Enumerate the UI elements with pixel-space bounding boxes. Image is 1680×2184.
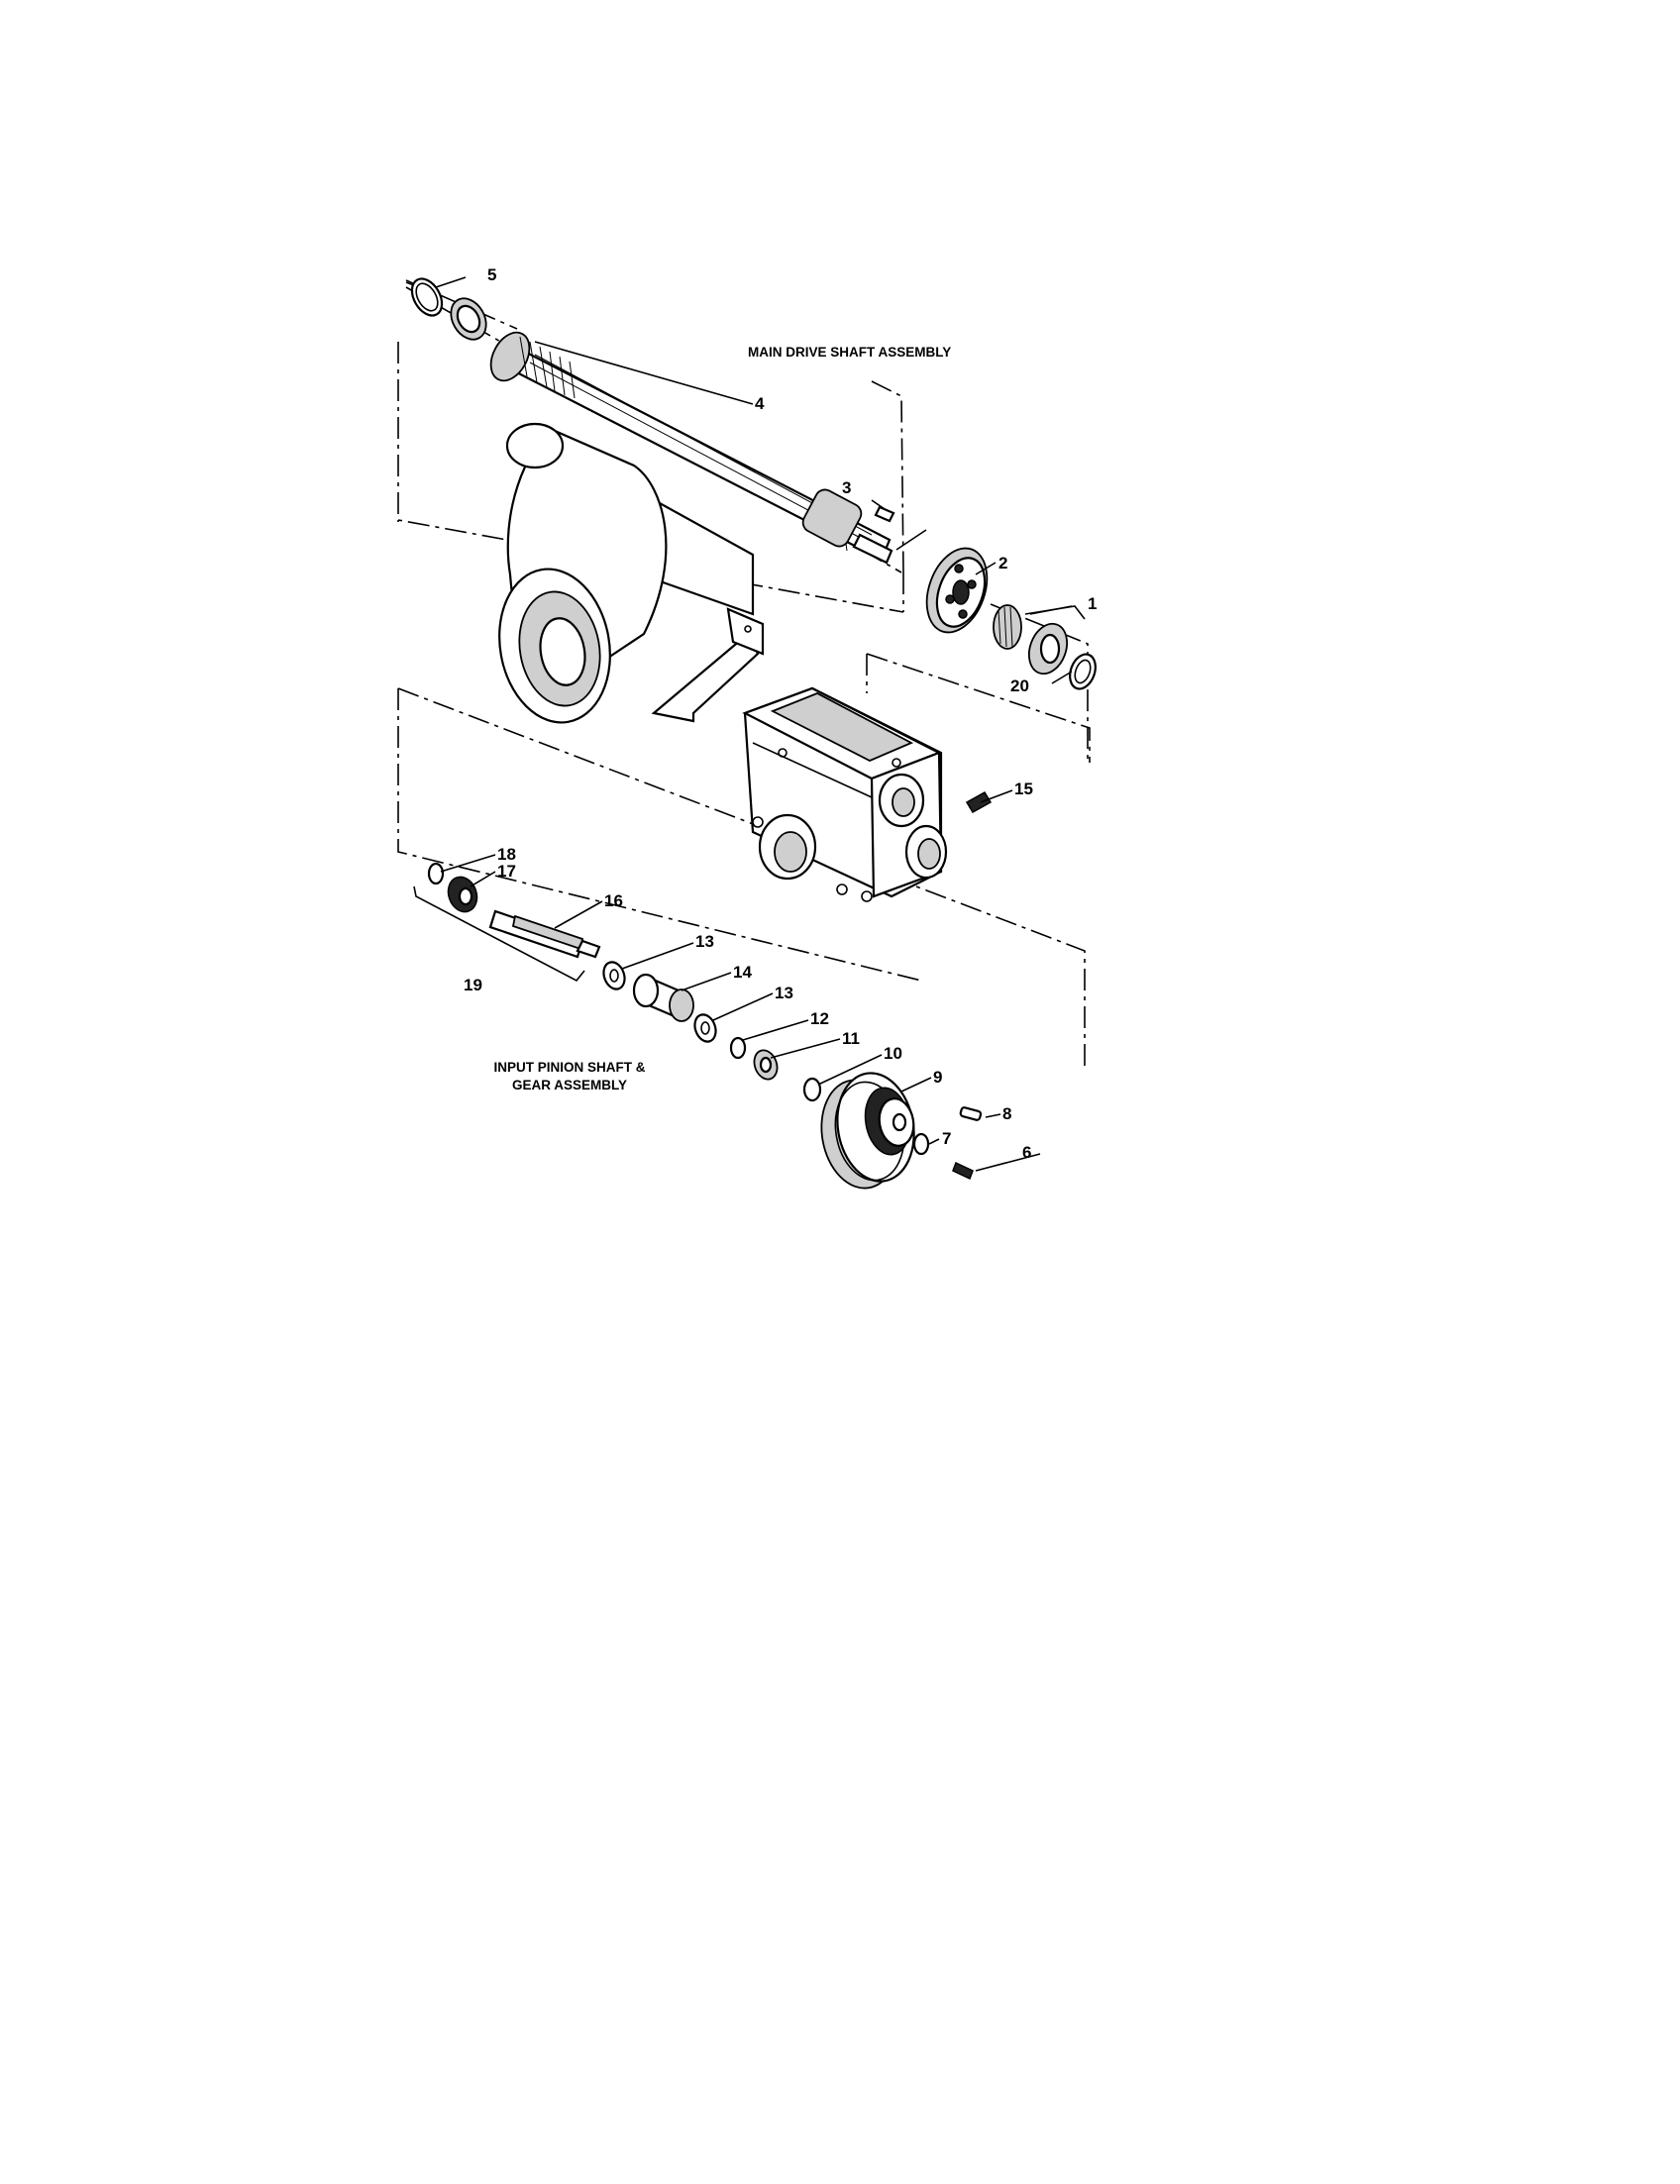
input-bearing [751,1047,782,1083]
callout-1: 1 [1088,594,1098,613]
input-pinion-shaft-group [414,864,599,981]
callout-7: 7 [942,1129,952,1148]
set-screw [953,1163,973,1179]
callout-13-upper: 13 [695,932,714,951]
thrust-washer-2 [691,1011,719,1044]
callout-12: 12 [810,1009,829,1028]
callout-13-lower: 13 [775,984,793,1002]
callout-10: 10 [884,1044,902,1063]
main-drive-gear [916,540,998,641]
input-pinion-caption-line2: GEAR ASSEMBLY [511,1078,628,1092]
callout-5: 5 [487,265,497,284]
callout-20: 20 [1010,676,1029,695]
callout-8: 8 [1002,1104,1012,1123]
callout-16: 16 [604,891,623,910]
callout-14: 14 [733,963,752,982]
callout-11: 11 [842,1029,860,1048]
input-retaining-ring [731,1038,745,1058]
input-pinion-caption-line1: INPUT PINION SHAFT & [493,1060,646,1075]
callout-6: 6 [1022,1143,1032,1162]
thrust-washer [600,959,628,991]
gear-housing [487,424,946,901]
woodruff-key [960,1107,982,1121]
shaft-pin [876,507,893,521]
callout-3: 3 [842,478,852,497]
bushing [634,975,693,1021]
callout-15: 15 [1014,780,1033,798]
main-drive-caption: MAIN DRIVE SHAFT ASSEMBLY [748,345,952,360]
retaining-ring [406,273,449,321]
pipe-plug [967,792,991,812]
spacer [804,1079,820,1100]
drive-pulley [813,1067,922,1195]
callout-19: 19 [464,976,482,994]
input-pinion-boundary [398,604,1090,1070]
callout-17: 17 [497,862,516,881]
bearing-assembly [994,605,1074,679]
callout-9: 9 [933,1068,943,1087]
callout-4: 4 [755,394,765,413]
callout-2: 2 [998,554,1008,572]
callout-18: 18 [497,845,516,864]
pulley-washer [914,1134,928,1154]
